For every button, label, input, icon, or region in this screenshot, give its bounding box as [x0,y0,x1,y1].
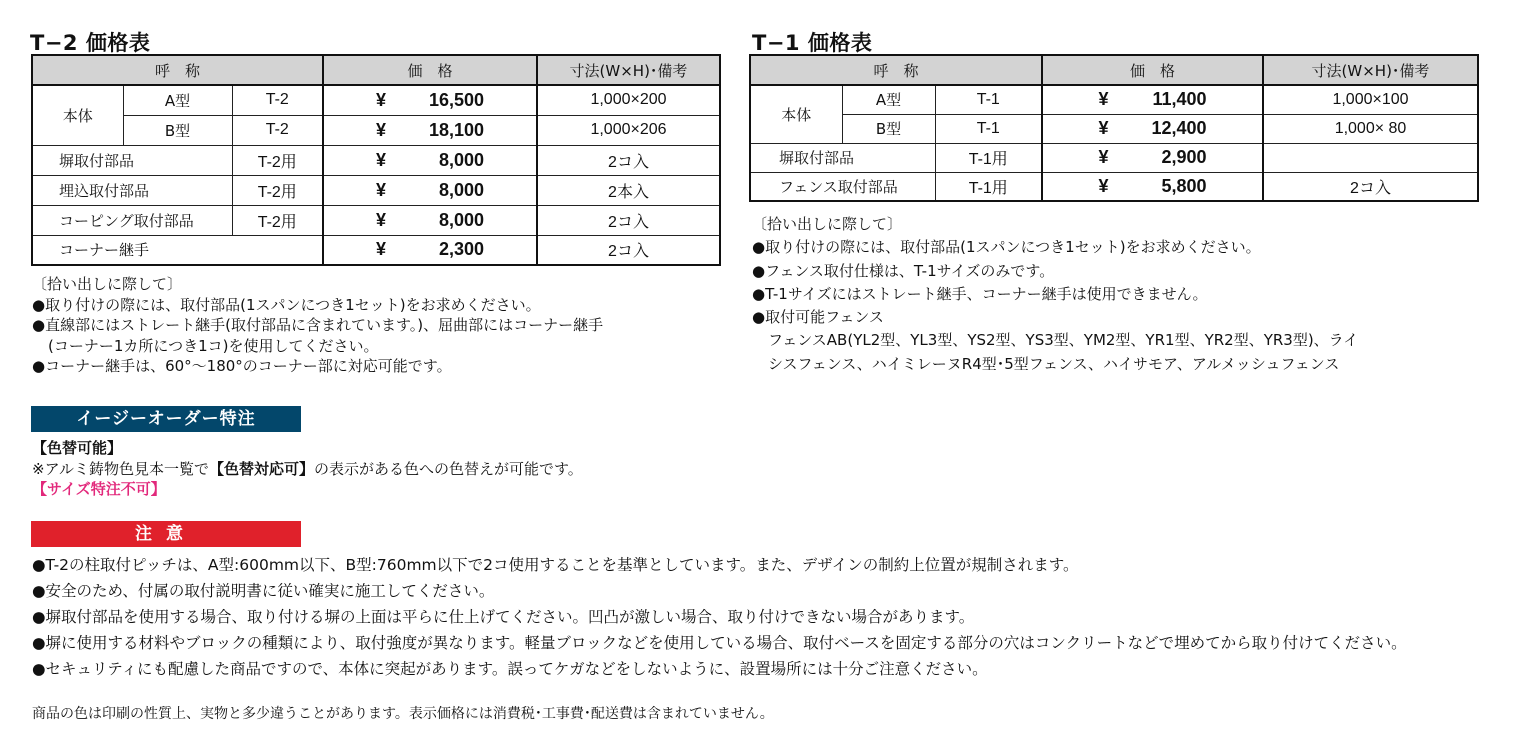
price-cell [323,205,537,235]
fence-list-line: フェンスAB(YL2型、YL3型、YS2型、YS3型、YM2型、YR1型、YR2型、YR3型)、ライ [768,331,1359,350]
notes-heading: 〔拾い出しに際して〕 [752,215,903,233]
note-item-continued: (コーナー1カ所につき1コ)を使用してください。 [48,336,379,355]
type-cell: B型 [842,114,935,143]
name-cell: コーピング取付部品 [32,205,232,235]
price-cell [1042,143,1263,172]
type-cell: A型 [123,85,232,115]
header-name: 呼 称 [750,55,1042,85]
t2-price-table [31,54,721,266]
t2-title: T−2 価格表 [30,31,151,55]
price-cell [323,85,537,115]
color-change-label: 【色替可能】 [32,439,123,457]
price-value: 18,100 [428,119,484,140]
note-item: ●T-1サイズにはストレート継手、コーナー継手は使用できません。 [752,284,1208,303]
note-item: ●取付可能フェンス [752,308,884,327]
name-cell: コーナー継手 [32,235,323,265]
name-cell: 埋込取付部品 [32,175,232,205]
easy-order-banner: イージーオーダー特注 [31,406,301,432]
code-cell: T-1 [935,114,1042,143]
name-cell: 塀取付部品 [32,145,232,175]
yen-symbol: ¥ [376,179,387,200]
t1-price-table [749,54,1479,202]
code-cell: T-1用 [935,143,1042,172]
price-cell [1042,114,1263,143]
header-price: 価 格 [1042,55,1263,85]
yen-symbol: ¥ [376,119,387,140]
color-change-text [32,459,583,480]
price-cell [323,235,537,265]
body-label: 本体 [32,85,123,145]
table-row [32,145,720,175]
note-item: ●取り付けの際には、取付部品(1スパンにつき1セット)をお求めください。 [752,238,1261,257]
table-row [32,85,720,115]
code-cell: T-2 [232,115,323,145]
note-cell: 2コ入 [537,235,720,265]
header-size: 寸法(W×H)･備考 [1263,55,1478,85]
caution-item: ●安全のため、付属の取付説明書に従い確実に施工してください。 [32,582,495,600]
table-row [32,175,720,205]
note-cell: 1,000× 80 [1263,114,1478,143]
yen-symbol: ¥ [376,209,387,230]
caution-item: ●セキュリティにも配慮した商品ですので、本体に突起があります。誤ってケガなどをしないように、設置場所には十分ご注意ください。 [32,660,988,678]
header-price: 価 格 [323,55,537,85]
t1-notes [752,213,1358,376]
color-change-prefix: ※アルミ鋳物色見本一覧で [32,459,209,478]
yen-symbol: ¥ [1098,147,1109,167]
type-cell: A型 [842,85,935,114]
note-item: ●フェンス取付仕様は、T-1サイズのみです。 [752,261,1055,280]
price-value: 16,500 [428,89,484,110]
table-row [750,143,1478,172]
note-cell: 2コ入 [537,205,720,235]
fence-list-line: シスフェンス、ハイミレーヌR4型･5型フェンス、ハイサモア、アルメッシュフェンス [768,354,1340,373]
caution-item: ●T-2の柱取付ピッチは、A型:600mm以下、B型:760mm以下で2コ使用することを基準としています。また、デザインの制約上位置が規制されます。 [32,556,1079,574]
yen-symbol: ¥ [1098,118,1109,138]
yen-symbol: ¥ [376,239,387,260]
price-value: 8,000 [438,149,484,170]
footer-disclaimer: 商品の色は印刷の性質上、実物と多少違うことがあります。表示価格には消費税･工事費･配送費は含まれていません。 [32,706,774,722]
note-cell: 1,000×100 [1263,85,1478,114]
t2-notes [32,274,603,377]
table-row [32,115,720,145]
price-value: 8,000 [438,209,484,230]
note-item: ●取り付けの際には、取付部品(1スパンにつき1セット)をお求めください。 [32,295,541,314]
yen-symbol: ¥ [376,149,387,170]
note-cell [1263,143,1478,172]
code-cell: T-1用 [935,172,1042,201]
note-cell: 2コ入 [537,145,720,175]
note-cell: 1,000×206 [537,115,720,145]
table-header-row [32,55,720,85]
note-cell: 2本入 [537,175,720,205]
table-row [32,235,720,265]
price-value: 12,400 [1151,118,1207,138]
header-size: 寸法(W×H)･備考 [537,55,720,85]
table-row [32,205,720,235]
yen-symbol: ¥ [1098,175,1109,196]
header-name: 呼 称 [32,55,323,85]
code-cell: T-2用 [232,145,323,175]
code-cell: T-2用 [232,175,323,205]
table-row [750,85,1478,114]
table-header-row [750,55,1478,85]
type-cell: B型 [123,115,232,145]
price-value: 2,900 [1161,147,1207,167]
note-cell: 2コ入 [1263,172,1478,201]
code-cell: T-2用 [232,205,323,235]
yen-symbol: ¥ [376,89,387,110]
code-cell: T-1 [935,85,1042,114]
table-row [750,114,1478,143]
size-order-label: 【サイズ特注不可】 [32,480,166,498]
note-cell: 1,000×200 [537,85,720,115]
caution-item: ●塀取付部品を使用する場合、取り付ける塀の上面は平らに仕上げてください。凹凸が激しい場合、取り付けできない場合があります。 [32,608,975,626]
body-label: 本体 [750,85,842,143]
table-row [750,172,1478,201]
price-value: 5,800 [1161,175,1207,196]
t1-title: T−1 価格表 [752,31,873,55]
yen-symbol: ¥ [1098,89,1109,110]
caution-item: ●塀に使用する材料やブロックの種類により、取付強度が異なります。軽量ブロックなどを使用している場合、取付ベースを固定する部分の穴はコンクリートなどで埋めてから取り付けてください。 [32,634,1407,652]
caution-list [32,552,1407,682]
price-cell [323,175,537,205]
price-cell [323,145,537,175]
price-cell [323,115,537,145]
note-item: ●コーナー継手は、60°～180°のコーナー部に対応可能です。 [32,357,452,375]
note-item: ●直線部にはストレート継手(取付部品に含まれています。)、屈曲部にはコーナー継手 [32,316,604,334]
caution-banner: 注意 [31,521,301,547]
price-cell [1042,85,1263,114]
color-change-bold: 【色替対応可】 [208,459,314,478]
name-cell: 塀取付部品 [750,143,935,172]
price-cell [1042,172,1263,201]
price-value: 11,400 [1152,89,1207,110]
easy-order-details [32,438,583,500]
price-value: 8,000 [438,179,484,200]
name-cell: フェンス取付部品 [750,172,935,201]
code-cell: T-2 [232,85,323,115]
color-change-suffix: の表示がある色への色替えが可能です。 [314,459,583,478]
price-value: 2,300 [438,239,484,260]
notes-heading: 〔拾い出しに際して〕 [32,275,183,293]
